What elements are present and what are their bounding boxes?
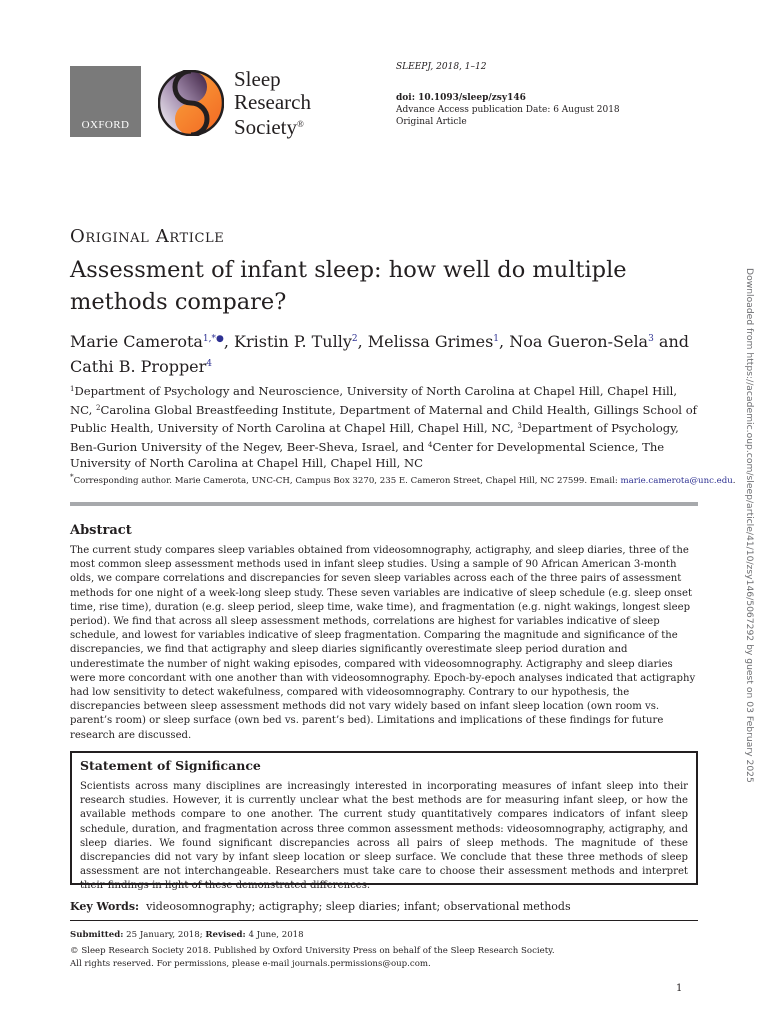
society-name — [234, 68, 311, 139]
oxford-logo-text: OXFORD — [81, 119, 130, 131]
society-name-line: Society® — [234, 115, 304, 139]
submission-dates: Submitted: 25 January, 2018; Revised: 4 June, 2018 — [70, 930, 304, 940]
keywords-divider — [70, 920, 698, 921]
orcid-icon[interactable]: ● — [216, 334, 224, 344]
keywords-label: Key Words: — [70, 900, 140, 913]
affiliation: Department of Psychology, Ben-Gurion University of the Negev, Beer-Sheva, Israel, and — [70, 421, 679, 454]
society-name-line: Research — [234, 89, 311, 114]
author-name[interactable]: Kristin P. Tully — [234, 332, 352, 351]
affiliation: Department of Psychology and Neuroscience, University of North Carolina at Chapel Hill, Chapel Hill, NC, — [70, 384, 678, 417]
author-affil-sup: 3 — [648, 334, 654, 344]
significance-text: Scientists across many disciplines are increasingly interested in incorporating measures of infant sleep into their research studies. However, it is currently unclear what the best methods are for measuring infant sleep, or how the available methods compare to one another. The current study quantitatively compares indicators of infant sleep schedule, duration, and fragmentation across three common assessment methods: videosomnography, actigraphy, and sleep diaries. We found significant discrepancies across all pairs of sleep methods. The magnitude of these discrepancies did not vary by infant sleep location or sleep surface. We conclude that these three methods of sleep assessment are not interchangeable. Researchers must take care to choose their assessment methods and interpret their findings in light of these demonstrated differences. — [80, 781, 688, 892]
author-affil-sup: 1 — [493, 334, 500, 344]
significance-heading: Statement of Significance — [80, 758, 261, 773]
author-affil-sup: 2 — [351, 334, 358, 344]
advance-access-date: Advance Access publication Date: 6 August 2018 — [396, 105, 620, 115]
page-number: 1 — [676, 983, 683, 994]
article-type-meta: Original Article — [396, 117, 467, 127]
affiliation: Carolina Global Breastfeeding Institute, Department of Maternal and Child Health, Gillings School of Public Health, University of North Carolina at Chapel Hill, Chapel Hill, NC, — [70, 402, 697, 435]
corresponding-email-link[interactable]: marie.camerota@unc.edu — [620, 475, 733, 486]
author-name[interactable]: Noa Gueron-Sela — [509, 332, 649, 351]
doi: doi: 10.1093/sleep/zsy146 — [396, 93, 526, 103]
copyright-line: All rights reserved. For permissions, please e-mail journals.permissions@oup.com. — [70, 958, 431, 969]
article-title: Assessment of infant sleep: how well do multiple methods compare? — [70, 257, 627, 315]
affiliation: Center for Developmental Science, The University of North Carolina at Chapel Hill, Chapel Hill, NC — [70, 439, 665, 470]
author-name[interactable]: Melissa Grimes — [367, 332, 494, 351]
keywords-text: videosomnography; actigraphy; sleep diaries; infant; observational methods — [146, 900, 571, 913]
abstract-heading: Abstract — [70, 523, 132, 538]
corresponding-author: *Corresponding author. Marie Camerota, UNC-CH, Campus Box 3270, 235 E. Cameron Street, Chapel Hill, NC 27599. Email: marie.camerota@unc.edu. — [70, 472, 736, 486]
author-list: Marie Camerota$^{1,*●}$, Kristin P. Tully$^2$, Melissa Grimes$^1$, Noa Gueron-Sela$^3$ and Cathi B. Propper$^4$ — [70, 332, 690, 376]
affiliations: $^1$Department of Psychology and Neuroscience, University of North Carolina at Chapel Hill, Chapel Hill, NC, $^2$Carolina Global Breastfeeding Institute, Department of Maternal and Child Health, Gillings School of Public Health, University of North Carolina at Chapel Hill, Chapel Hill, NC, $^3$Department of Psychology, Ben-Gurion University of the Negev, Beer-Sheva, Israel, and $^4$Center for Developmental Science, The University of North Carolina at Chapel Hill, Chapel Hill, NC — [70, 384, 697, 470]
copyright-line: © Sleep Research Society 2018. Published by Oxford University Press on behalf of the Sleep Research Society. — [70, 946, 555, 956]
author-name[interactable]: Cathi B. Propper — [70, 357, 207, 376]
society-name-line: Sleep — [234, 67, 281, 91]
publication-meta — [396, 92, 620, 128]
abstract-text: The current study compares sleep variables obtained from videosomnography, actigraphy, and sleep diaries, three of the most common sleep assessment methods used in infant sleep studies. Using a sample of 90 African American 3-month olds, we compare correlations and discrepancies for seven sleep variables across each of the three pairs of assessment methods for one night of a week-long sleep study. These seven variables are indicative of sleep schedule (e.g. sleep onset time, rise time), duration (e.g. sleep period, sleep time, wake time), and fragmentation (e.g. night wakings, longest sleep period). We find that across all sleep assessment methods, correlations are highest for variables indicative of sleep schedule, and lowest for variables indicative of sleep fragmentation. Comparing the magnitude and significance of the discrepancies, we find that actigraphy and sleep diaries significantly overestimate sleep period duration and underestimate the number of night waking episodes, compared with videosomnography. Actigraphy and sleep diaries were more concordant with one another than with videosomnography. Epoch-by-epoch analyses indicated that actigraphy had low sensitivity to detect wakefulness, compared with videosomnography. Contrary to our hypothesis, the discrepancies between sleep assessment methods did not vary widely based on infant sleep location (own room vs. parent’s room) or sleep surface (own bed vs. parent’s bed). Limitations and implications of these findings for future research are discussed. — [70, 545, 696, 741]
keywords — [70, 900, 571, 913]
header-divider — [70, 502, 698, 506]
significance-box — [70, 751, 698, 892]
journal-citation: SLEEPJ, 2018, 1–12 — [396, 62, 487, 72]
author-affil-sup: 4 — [206, 359, 213, 369]
copyright-notice — [70, 945, 610, 970]
registered-mark: ® — [297, 119, 304, 129]
author-name[interactable]: Marie Camerota — [70, 332, 203, 351]
download-watermark-text: Downloaded from https://academic.oup.com/sleep/article/41/10/zsy146/5067292 by guest on 03 February 2025 — [744, 268, 755, 783]
sleep-research-society-logo-icon — [158, 70, 224, 136]
author-joiner: and — [658, 332, 690, 351]
author-affil-sup: 1,* — [202, 334, 217, 344]
article-type: Original Article — [70, 226, 225, 247]
oxford-logo — [70, 66, 141, 137]
download-watermark — [743, 268, 755, 784]
